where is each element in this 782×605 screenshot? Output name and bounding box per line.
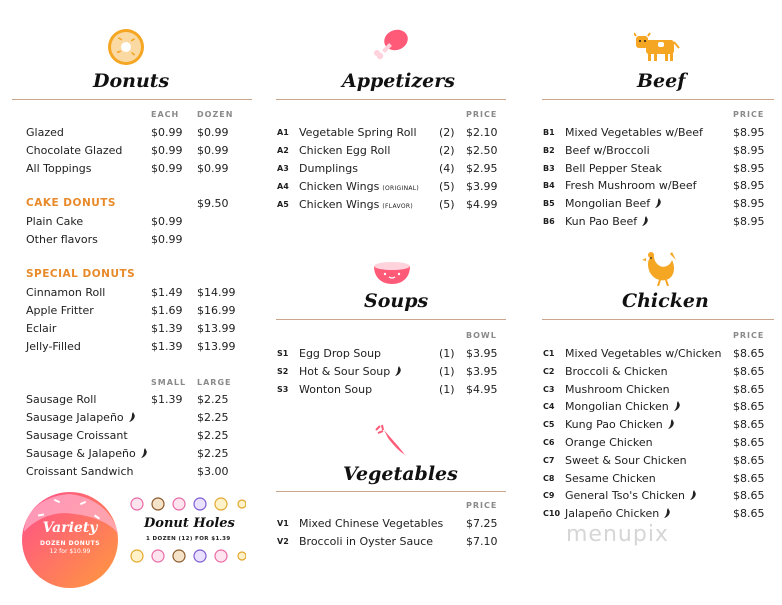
- item-code: S3: [277, 385, 289, 394]
- item-name-text: Chicken Wings: [299, 180, 380, 193]
- item-code: B2: [543, 145, 555, 155]
- item-name-text: Broccoli & Chicken: [565, 364, 668, 378]
- item-name: Croissant Sandwich: [26, 465, 134, 478]
- item-price-each: $0.99: [151, 162, 183, 175]
- item-name-text: Hot & Sour Soup: [299, 365, 391, 378]
- item-name-text: Mongolian Beef: [565, 197, 651, 211]
- item-qty: (2): [439, 126, 455, 139]
- divider: [542, 99, 774, 100]
- item-price: $2.10: [466, 126, 498, 139]
- item-code: A3: [277, 164, 289, 173]
- item-price: $8.65: [733, 471, 765, 485]
- item-price-dozen: $0.99: [197, 126, 229, 139]
- chili-pepper-icon: [393, 365, 403, 377]
- item-name-text: Beef w/Broccoli: [565, 143, 650, 157]
- item-code: C7: [543, 455, 555, 465]
- item-code: S2: [277, 367, 289, 376]
- item-name: [565, 507, 672, 520]
- soup-bowl-icon: [372, 256, 412, 286]
- item-name: Mixed Chinese Vegetables: [299, 517, 444, 530]
- item-price-each: $1.69: [151, 304, 183, 317]
- item-code: A1: [277, 128, 289, 137]
- item-price: $2.95: [466, 162, 498, 175]
- item-price: $8.95: [733, 179, 765, 193]
- donut-holes-title: Donut Holes: [144, 516, 235, 531]
- appetizers-title: Appetizers: [342, 70, 455, 92]
- item-name: [299, 180, 419, 193]
- col-each-header: EACH: [151, 110, 180, 119]
- item-name: [565, 436, 653, 449]
- item-price: $8.65: [733, 453, 765, 467]
- item-name: Broccoli in Oyster Sauce: [299, 535, 434, 548]
- item-name: [565, 144, 650, 157]
- item-name: Chicken Egg Roll: [299, 144, 391, 157]
- vegetables-title: Vegetables: [343, 463, 458, 485]
- col-price-header: PRICE: [466, 110, 498, 119]
- item-name: [565, 418, 676, 431]
- chili-pepper-icon: [688, 489, 698, 501]
- variety-title: Variety: [42, 520, 98, 536]
- item-name: Jelly-Filled: [26, 340, 81, 353]
- item-price-small: $1.39: [151, 393, 183, 406]
- donut-holes-promo: [128, 492, 252, 572]
- item-price-each: $0.99: [151, 144, 183, 157]
- item-name: Egg Drop Soup: [299, 347, 382, 360]
- chicken-leg-icon: [372, 26, 410, 64]
- cow-icon: [634, 32, 680, 62]
- chili-pepper-icon: [139, 447, 149, 459]
- item-name-text: Mixed Vegetables w/Chicken: [565, 347, 722, 360]
- donut-hole-icon: [130, 549, 246, 563]
- item-name: [565, 383, 670, 396]
- item-name: [565, 126, 703, 139]
- item-price: $8.95: [733, 126, 765, 139]
- item-code: B5: [543, 199, 555, 209]
- item-name-text: Chicken Wings: [299, 198, 380, 211]
- item-price: $3.99: [466, 180, 498, 193]
- item-name: Vegetable Spring Roll: [299, 126, 417, 139]
- item-price: $8.65: [733, 418, 765, 432]
- item-price: $3.95: [466, 347, 498, 360]
- item-price: $8.65: [733, 507, 765, 521]
- item-price: $8.65: [733, 436, 765, 449]
- donut-hole-icon: [130, 497, 246, 511]
- item-name: Dumplings: [299, 162, 358, 175]
- chili-pepper-icon: [640, 215, 650, 227]
- item-qty: (1): [439, 365, 455, 378]
- item-qty: (1): [439, 347, 455, 360]
- item-price-dozen: $0.99: [197, 162, 229, 175]
- item-price: $4.99: [466, 198, 498, 211]
- item-price: $2.50: [466, 144, 498, 157]
- item-code: A2: [277, 146, 289, 155]
- item-note: (FLAVOR): [382, 203, 413, 210]
- col-dozen-header: DOZEN: [197, 110, 234, 119]
- divider: [276, 319, 506, 320]
- item-name-text: Mushroom Chicken: [565, 382, 670, 396]
- item-price-each: $0.99: [151, 215, 183, 228]
- item-code: C10: [543, 509, 561, 519]
- item-price: $4.95: [466, 383, 498, 396]
- item-name: [565, 197, 663, 210]
- item-name-text: Fresh Mushroom w/Beef: [565, 179, 697, 193]
- item-price-each: $0.99: [151, 233, 183, 246]
- item-code: B3: [543, 163, 555, 173]
- item-name: Other flavors: [26, 233, 98, 246]
- donut-holes-bottom-row: [130, 548, 246, 567]
- beef-title: Beef: [637, 70, 686, 92]
- item-code: A4: [277, 182, 289, 191]
- item-price: $8.95: [733, 215, 765, 228]
- item-note: (ORIGINAL): [382, 185, 420, 192]
- item-price-large: $3.00: [197, 465, 229, 478]
- item-price: $8.95: [733, 143, 765, 157]
- carrot-icon: [374, 424, 410, 458]
- item-name-text: Kung Pao Chicken: [565, 418, 663, 432]
- item-price-dozen: $14.99: [197, 286, 236, 299]
- item-code: A5: [277, 200, 289, 209]
- donut-icon: [107, 28, 145, 66]
- item-code: B1: [543, 128, 555, 137]
- item-name-text: Mixed Vegetables w/Beef: [565, 126, 703, 139]
- item-price-each: $1.39: [151, 340, 183, 353]
- item-code: C8: [543, 473, 555, 483]
- soups-title: Soups: [364, 290, 429, 312]
- item-name: Sausage Roll: [26, 393, 97, 406]
- col-bowl-header: BOWL: [466, 331, 497, 340]
- item-code: C3: [543, 384, 555, 394]
- item-name: [26, 411, 137, 424]
- special-donuts-title: SPECIAL DONUTS: [26, 268, 136, 280]
- divider: [12, 99, 252, 100]
- item-price: $8.65: [733, 400, 765, 414]
- item-name-text: Sweet & Sour Chicken: [565, 453, 687, 467]
- item-name: [299, 198, 413, 211]
- col-price-header: PRICE: [733, 331, 765, 340]
- donut-holes-top-row: [130, 496, 246, 515]
- item-name: [299, 365, 403, 378]
- item-name: [26, 447, 149, 460]
- item-name: [565, 472, 656, 485]
- item-price: $7.25: [466, 517, 498, 530]
- item-price: $8.95: [733, 161, 765, 175]
- cake-dozen-price: $9.50: [197, 197, 229, 210]
- item-price-large: $2.25: [197, 429, 229, 442]
- item-name: [565, 179, 697, 192]
- item-price: $8.65: [733, 382, 765, 396]
- variety-badge: [14, 490, 122, 590]
- divider: [276, 491, 506, 492]
- item-price: $8.65: [733, 347, 765, 360]
- item-code: C9: [543, 491, 555, 501]
- item-code: C2: [543, 366, 555, 376]
- item-qty: (2): [439, 144, 455, 157]
- item-name: [565, 215, 650, 228]
- item-price-dozen: $13.99: [197, 322, 236, 335]
- item-name: Apple Fritter: [26, 304, 94, 317]
- item-name: [565, 400, 682, 413]
- item-price-large: $2.25: [197, 411, 229, 424]
- item-name-text: Sesame Chicken: [565, 471, 656, 485]
- variety-line1: DOZEN DONUTS: [39, 540, 101, 547]
- item-qty: (5): [439, 180, 455, 193]
- variety-line2: 12 for $10.99: [49, 548, 91, 555]
- chili-pepper-icon: [666, 418, 676, 430]
- item-name: [565, 489, 698, 502]
- item-name: Chocolate Glazed: [26, 144, 123, 157]
- item-name: [565, 347, 721, 360]
- item-name-text: Sausage & Jalapeño: [26, 447, 136, 460]
- item-price: $7.10: [466, 535, 498, 548]
- cake-donuts-title: CAKE DONUTS: [26, 197, 116, 209]
- item-qty: (5): [439, 198, 455, 211]
- item-price-large: $2.25: [197, 447, 229, 460]
- item-name: [565, 454, 687, 467]
- item-name: Plain Cake: [26, 215, 84, 228]
- item-code: B6: [543, 217, 555, 226]
- col-price-header: PRICE: [733, 110, 765, 119]
- item-name: Sausage Croissant: [26, 429, 128, 442]
- item-name: Eclair: [26, 322, 57, 335]
- item-code: C5: [543, 420, 555, 430]
- divider: [276, 99, 506, 100]
- item-price-each: $1.49: [151, 286, 183, 299]
- item-price-each: $1.39: [151, 322, 183, 335]
- item-code: C4: [543, 402, 555, 412]
- divider: [542, 319, 774, 320]
- item-qty: (4): [439, 162, 455, 175]
- item-name-text: Orange Chicken: [565, 436, 653, 449]
- item-price: $8.65: [733, 489, 765, 503]
- donuts-title: Donuts: [93, 70, 170, 92]
- col-small-header: SMALL: [151, 378, 187, 387]
- donut-holes-subtitle: 1 DOZEN (12) FOR $1.39: [146, 536, 231, 542]
- item-price: $3.95: [466, 365, 498, 378]
- chicken-title: Chicken: [622, 290, 709, 312]
- item-code: V1: [277, 519, 289, 528]
- item-price-large: $2.25: [197, 393, 229, 406]
- item-price: $8.65: [733, 364, 765, 378]
- item-price-dozen: $16.99: [197, 304, 236, 317]
- item-code: C6: [543, 438, 555, 447]
- chili-pepper-icon: [672, 400, 682, 412]
- col-large-header: LARGE: [197, 378, 232, 387]
- item-code: S1: [277, 349, 289, 358]
- item-code: B4: [543, 181, 555, 191]
- item-code: C1: [543, 349, 555, 358]
- item-price-each: $0.99: [151, 126, 183, 139]
- item-name: [565, 365, 668, 378]
- item-name: [565, 162, 662, 175]
- item-name: Cinnamon Roll: [26, 286, 106, 299]
- item-name: Glazed: [26, 126, 64, 139]
- item-price-dozen: $13.99: [197, 340, 236, 353]
- item-name-text: Bell Pepper Steak: [565, 161, 662, 175]
- item-price: $8.95: [733, 197, 765, 211]
- col-price-header: PRICE: [466, 501, 498, 510]
- item-name: All Toppings: [26, 162, 92, 175]
- item-name-text: Sausage Jalapeño: [26, 411, 124, 424]
- chili-pepper-icon: [127, 411, 137, 423]
- item-name-text: Mongolian Chicken: [565, 400, 669, 414]
- item-price-dozen: $0.99: [197, 144, 229, 157]
- item-qty: (1): [439, 383, 455, 396]
- item-code: V2: [277, 537, 289, 546]
- item-name-text: Jalapeño Chicken: [565, 507, 660, 521]
- item-name-text: General Tso's Chicken: [565, 489, 685, 503]
- chili-pepper-icon: [662, 507, 672, 519]
- item-name: Wonton Soup: [299, 383, 373, 396]
- rooster-icon: [640, 250, 680, 286]
- watermark: menupix: [566, 522, 669, 547]
- item-name-text: Kun Pao Beef: [565, 215, 638, 228]
- chili-pepper-icon: [653, 197, 663, 209]
